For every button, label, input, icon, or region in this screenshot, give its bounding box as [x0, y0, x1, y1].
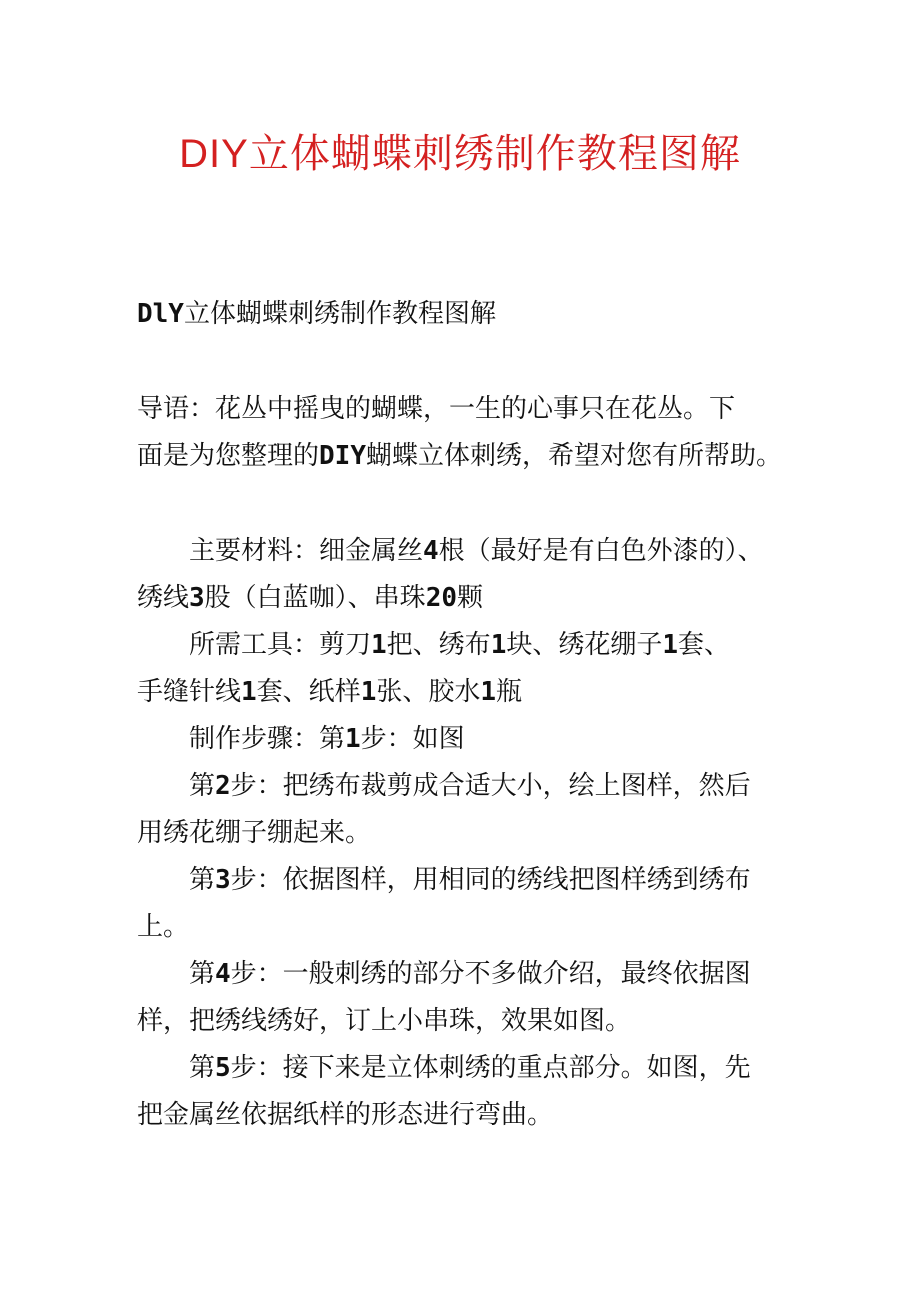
tools-num-6: 1: [480, 677, 497, 707]
intro-diy: DIY: [319, 441, 366, 471]
materials-text-3: 股（白蓝咖）、串珠: [204, 583, 426, 613]
step-3-paragraph: [137, 857, 797, 951]
step-1-paragraph: [137, 716, 797, 763]
tools-line-2: [85, 669, 797, 716]
tools-text-7: 瓶: [496, 677, 523, 707]
subtitle-text: 立体蝴蝶刺绣制作教程图解: [183, 299, 496, 329]
materials-text-2: 绣线: [137, 583, 190, 613]
step-1-label: 制作步骤：第: [189, 724, 346, 754]
tools-line-1: [137, 622, 797, 669]
step-2-num: 2: [215, 771, 231, 801]
intro-line-2-a: 面是为您整理的: [137, 441, 320, 471]
step-2-paragraph: [137, 763, 797, 857]
step-3-label: 第: [189, 865, 216, 895]
tools-text-6: 张、胶水: [376, 677, 481, 707]
intro-line-2: [137, 433, 797, 480]
materials-label: 主要材料：细金属丝: [189, 536, 424, 566]
step-3-text: 步：依据图样，用相同的绣线把图样绣到绣布: [230, 865, 751, 895]
step-5-num: 5: [215, 1053, 231, 1083]
step-4-num: 4: [215, 959, 231, 989]
tools-num-2: 1: [490, 630, 507, 660]
body-text: [137, 528, 797, 1139]
materials-text-4: 颗: [457, 583, 484, 613]
step-4-paragraph: [137, 951, 797, 1045]
step-4-line-2: 样，把绣线绣好，订上小串珠，效果如图。: [137, 1006, 632, 1036]
step-4-line-1: [137, 951, 797, 998]
tools-num-1: 1: [371, 630, 387, 660]
step-4-label: 第: [189, 959, 216, 989]
intro-paragraph: [137, 386, 797, 480]
intro-line-2-c: 蝴蝶立体刺绣，希望对您有所帮助。: [365, 441, 782, 471]
step-1-text: 步：如图: [360, 724, 465, 754]
tools-text-1: 把、绣布: [386, 630, 491, 660]
step-2-text: 步：把绣布裁剪成合适大小，绘上图样，然后: [230, 771, 751, 801]
materials-paragraph: [137, 528, 797, 622]
tools-paragraph: [137, 622, 797, 716]
materials-line-1: [137, 528, 797, 575]
step-5-text: 步：接下来是立体刺绣的重点部分。如图，先: [230, 1053, 751, 1083]
tools-num-5: 1: [360, 677, 377, 707]
title-prefix: DIY: [179, 132, 249, 176]
document-subtitle: [137, 296, 496, 332]
tools-num-4: 1: [241, 677, 257, 707]
step-5-label: 第: [189, 1053, 216, 1083]
step-2-label: 第: [189, 771, 216, 801]
step-2-line-1: [137, 763, 797, 810]
tools-num-3: 1: [662, 630, 679, 660]
step-5-line-2: 把金属丝依据纸样的形态进行弯曲。: [137, 1100, 554, 1130]
tools-text-4: 手缝针线: [137, 677, 242, 707]
intro-line-1: 导语：花丛中摇曳的蝴蝶，一生的心事只在花丛。下: [137, 394, 736, 424]
step-3-line-1: [137, 857, 797, 904]
step-4-text: 步：一般刺绣的部分不多做介绍，最终依据图: [230, 959, 751, 989]
materials-num-1: 4: [423, 536, 439, 566]
title-text: 立体蝴蝶刺绣制作教程图解: [248, 131, 741, 177]
tools-text-2: 块、绣花绷子: [506, 630, 663, 660]
step-2-line-2: 用绣花绷子绷起来。: [137, 818, 372, 848]
subtitle-prefix: DlY: [137, 299, 184, 329]
materials-num-2: 3: [189, 583, 205, 613]
document-title: [0, 128, 920, 180]
tools-label: 所需工具：剪刀: [189, 630, 372, 660]
step-1-line: [137, 716, 797, 763]
step-1-num: 1: [345, 724, 361, 754]
step-5-paragraph: [137, 1045, 797, 1139]
materials-line-2: [85, 575, 797, 622]
tools-text-3: 套、: [678, 630, 731, 660]
materials-text-1: 根（最好是有白色外漆的）、: [438, 536, 764, 566]
tools-text-5: 套、纸样: [256, 677, 361, 707]
step-3-line-2: 上。: [137, 912, 190, 942]
step-5-line-1: [137, 1045, 797, 1092]
step-3-num: 3: [215, 865, 231, 895]
materials-num-3: 20: [425, 583, 457, 613]
